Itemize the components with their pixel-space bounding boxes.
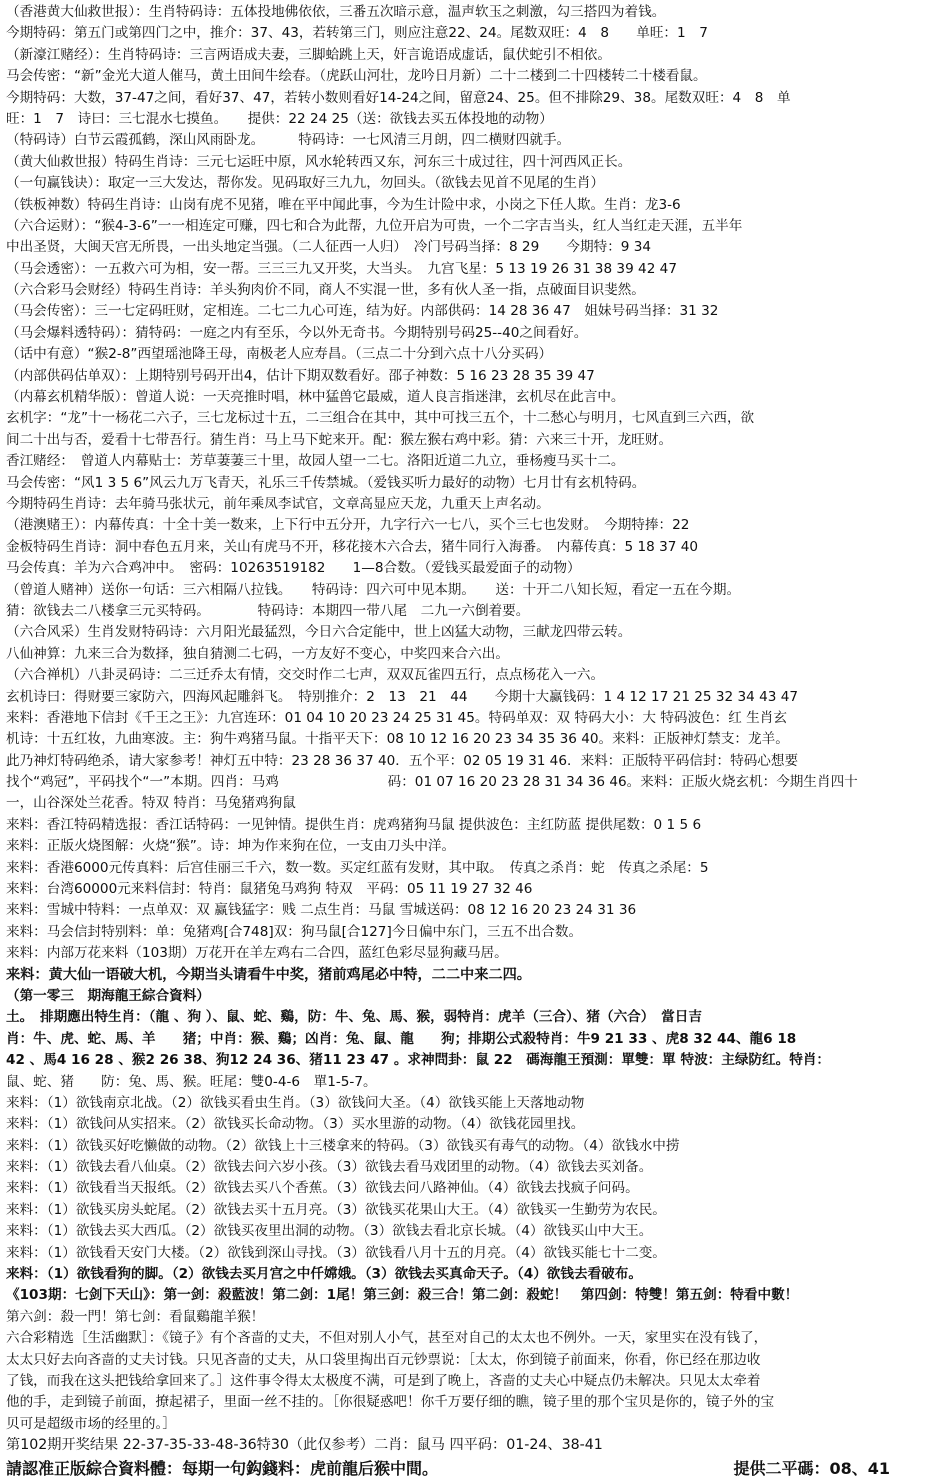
text-line: （第一零三 期海龍王綜合資料） xyxy=(6,987,210,1004)
document-body xyxy=(6,2,930,1435)
text-line: 肖：牛、虎、蛇、馬、羊 猪；中肖：猴、鷄；凶肖：兔、鼠、龍 狗；排期公式殺特肖：牛9 21 33 、虎8 32 44、龍6 18 xyxy=(6,1030,797,1047)
text-line: 今期特码生肖诗：去年骑马张状元，前年乘凤李试官，文章高显应天龙，九重天上声名动。 xyxy=(6,495,550,512)
footer-banner xyxy=(6,1456,930,1482)
text-line: 来料：（1）欲钱看当天报纸。（2）欲钱去买八个香蕉。（3）欲钱去问八路神仙。（4）欲钱去找疯子问码。 xyxy=(6,1180,639,1197)
text-line: 来料：（1）欲钱去买大西瓜。（2）欲钱买夜里出洞的动物。（3）欲钱去看北京长城。（4）欲钱买山中大王。 xyxy=(6,1223,653,1240)
text-line: 今期特码：第五门或第四门之中，推介：37、43，若转第三门，则应注意22、24。尾数双旺：4 8 单旺：1 7 xyxy=(6,25,708,42)
text-line: 此乃神灯特码绝杀，请大家参考！神灯五中特：23 28 36 37 40．五个平：02 05 19 31 46．来料：正版特平码信封：特码心想要 xyxy=(6,752,799,769)
second-flat-value: 08、41 xyxy=(829,1459,890,1479)
text-line: （六合彩马会财经）特码生肖诗：羊头狗肉价不同，商人不实混一世，多有伙人圣一指，点破面目识斐然。 xyxy=(6,282,645,299)
text-line: （特码诗）白节云霞孤鹤，深山风雨卧龙。 特码诗：一七风清三月朗，四二横财四就手。 xyxy=(6,132,571,149)
text-line: （内部供码估单双）：上期特别号码开出4，估计下期双数看好。邵子神数：5 16 23 28 35 39 47 xyxy=(6,367,595,384)
text-line: 太太只好去向吝啬的丈夫讨钱。只见吝啬的丈夫，从口袋里掏出百元钞票说：［太太，你到镜子前面来，你看，你已经在那边收 xyxy=(6,1351,761,1368)
text-line: 金板特码生肖诗：洞中春色五月来，关山有虎马不开，移花接木六合去，猪牛同行入海番。 内幕传真：5 18 37 40 xyxy=(6,538,699,555)
last-result-line: 第102期开奖结果 22-37-35-33-48-36特30（此仅参考）二肖：鼠马 四平码：01-24、38-41 xyxy=(6,1437,603,1454)
text-line: 来料：（1）欲钱买房头蛇尾。（2）欲钱去买十五月亮。（3）欲钱买花果山大王。（4）欲钱买一生勤劳为农民。 xyxy=(6,1201,666,1218)
text-line: 贝可是超级市场的经里的。］ xyxy=(6,1415,176,1432)
text-line: （铁板神数）特码生肖诗：山岗有虎不见猪，唯在平中闻此事，今为生计险中求，小岗之下任人欺。生肖：龙3-6 xyxy=(6,196,681,213)
text-line: （六合运财）：“猴4-3-6”一一相连定可赚，四七和合为此帮，九位开启为可贵，一个二字吉当头，红人当红走天涯，五半年 xyxy=(6,217,743,234)
text-line: 来料：（1）欲钱看天安门大楼。（2）欲钱到深山寻找。（3）欲钱看八月十五的月亮。（4）欲钱买能七十二变。 xyxy=(6,1244,666,1261)
text-line: 他的手，走到镜子前面，撩起裙子，里面一丝不挂的。［你很疑惑吧！你千万要仔细的瞧，镜子里的那个宝贝是你的，镜子外的宝 xyxy=(6,1394,775,1411)
text-line: 了钱，而我在这头把钱给拿回来了。］这件事令得太太极度不满，可是到了晚上，吝啬的丈夫心中疑点仍未解决。只见太太牵着 xyxy=(6,1373,761,1389)
text-line: 《103期：七剑下天山》：第一剑：殺藍波！第二剑：1尾！第三剑：殺三合！第二剑：殺蛇！ 第四剑：特雙！第五剑：特看中數！ xyxy=(6,1287,799,1304)
text-line: 八仙神算：九来三合为数择，独自猜测二七码，一方友好不变心，中奖四来合六出。 xyxy=(6,645,509,662)
text-line: （曾道人赌神）送你一句话：三六相隔八拉钱。 特码诗：四六可中见本期。 送：十开二八知长短，看定一五在今期。 xyxy=(6,581,741,598)
text-line: 鼠、蛇、猪 防：兔、馬、猴。旺尾：雙0-4-6 單1-5-7。 xyxy=(6,1073,377,1090)
text-line: 来料：马会信封特别料：单：兔猪鸡[合748]双：狗马鼠[合127]今日偏中东门，三五不出合数。 xyxy=(6,923,583,940)
text-line: （新濠江赌经）：生肖特码诗：三言两语成夫妻，三脚蛤跳上天，奸言诡语成虚话，鼠伏蛇引不相依。 xyxy=(6,46,611,63)
text-line: 六合彩精选［生活幽默］：《镜子》有个吝啬的丈夫，不但对别人小气，甚至对自己的太太也不例外。一天，家里实在没有钱了， xyxy=(6,1330,768,1347)
text-line: 中出圣贤，大闽天宫无所畏，一出头地定当强。（二人征西一人归） 冷门号码当择：8 29 今期特：9 34 xyxy=(6,239,652,256)
text-line: （六合风采）生肖发财特码诗：六月阳光最猛烈，今日六合定能中，世上凶猛大动物，三献龙四带云转。 xyxy=(6,624,632,641)
text-line: 来料：香江特码精选报：香江话特码：一见钟情。提供生肖：虎鸡猪狗马鼠 提供波色：主红防蓝 提供尾数：0 1 5 6 xyxy=(6,816,702,833)
text-line: （港澳赌王）：内幕传真：十全十美一数来，上下行中五分开，九字行六一七八，买个三七也发财。 今期特捧：22 xyxy=(6,517,690,534)
text-line: 来料：（1）欲钱南京北战。（2）欲钱买看虫生肖。（3）欲钱问大圣。（4）欲钱买能上天落地动物 xyxy=(6,1094,585,1111)
text-line: 来料：雪城中特料：一点单双：双 赢钱猛字：贱 二点生肖：马鼠 雪城送码：08 12 16 20 23 24 31 36 xyxy=(6,902,637,919)
text-line: （话中有意）“猴2-8”西望瑶池降王母，南极老人应寿昌。（三点二十分到六点十八分买码） xyxy=(6,346,553,363)
text-line: （马会爆料透特码）：猜特码：一庭之内有至乐，今以外无奇书。今期特别号码25--40之间看好。 xyxy=(6,324,588,341)
second-flat-label: 提供二平碼： xyxy=(733,1459,830,1479)
text-line: 一，山谷深处兰花香。特双 特肖：马兔猪鸡狗鼠 xyxy=(6,795,296,812)
text-line: 马会传密：“新”金光大道人催马，黄土田间牛绘春。（虎跃山河壮，龙吟日月新）二十二楼到二十四楼转二十楼看鼠。 xyxy=(6,68,707,85)
text-line: 找个“鸡冠”，平码找个“一”本期。四肖：马鸡 码：01 07 16 20 23 28 31 34 36 46。来料：正版火烧玄机：今期生肖四十 xyxy=(6,774,858,791)
text-line: 机诗：十五红妆，九曲寒波。主：狗牛鸡猪马鼠。十指平天下：08 10 12 16 20 23 34 35 36 40。来料：正版神灯禁支：龙羊。 xyxy=(6,731,789,748)
text-line: （黄大仙救世报）特码生肖诗：三元七运旺中原，风水轮转西又东，河东三十成过往，四十河西风正长。 xyxy=(6,153,632,170)
text-line: （一句赢钱诀）：取定一三大发达，帮你发。见码取好三九九，勿回头。（欲钱去见首不见尾的生肖） xyxy=(6,175,605,192)
text-line: 马会传真：羊为六合鸡冲中。 密码：10263519182 1—8合数。（爱钱买最爱面子的动物） xyxy=(6,560,581,577)
text-line: （六合禅机）八卦灵码诗：二三迁乔太有情，交交时作二七声，双双瓦雀四五行，点点杨花入一六。 xyxy=(6,667,605,684)
text-line: （香港黄大仙救世报）：生肖特码诗：五体投地佛依依，三番五次暗示意，温声软玉之刺激，勾三搭四为着钱。 xyxy=(6,4,666,20)
text-line: 来料：（1）欲钱去看八仙桌。（2）欲钱去问六岁小孩。（3）欲钱去看马戏团里的动物。（4）欲钱去买刘备。 xyxy=(6,1159,653,1176)
text-line: 来料：台湾60000元来料信封：特肖：鼠猪兔马鸡狗 特双 平码：05 11 19 27 32 46 xyxy=(6,881,533,898)
text-line: 土。 排期應出特生肖：（龍 、狗 ）、鼠、蛇、鷄，防：牛、兔、馬、猴，弱特肖：虎羊（三合）、猪（六合） 當日吉 xyxy=(6,1009,702,1026)
text-line: 香江赌经： 曾道人内幕贴士：芳草萋萋三十里，故园人望一二七。洛阳近道二九立，垂杨瘦马买十二。 xyxy=(6,453,625,470)
text-line: 42 、馬4 16 28 、猴2 26 38、狗12 24 36、猪11 23 47 。求神問卦：鼠 22 碼海龍王預測：單雙：單 特波：主绿防红。特肖： xyxy=(6,1052,831,1069)
text-line: 来料：内部万花来料（103期）万花开在羊左鸡右二合四，蓝红色彩尽显狗藏马居。 xyxy=(6,945,508,962)
text-line: 猜：欲钱去二八楼拿三元买特码。 特码诗：本期四一带八尾 二九一六倒着要。 xyxy=(6,602,530,619)
text-line: （内幕玄机精华版）：曾道人说：一天亮推时唱，林中猛兽它最威，道人良言指迷津，玄机尽在此言中。 xyxy=(6,389,625,406)
text-line: 来料：黄大仙一语破大机，今期当头请看牛中奖，猪前鸡尾必中特，二二中来二四。 xyxy=(6,966,531,983)
text-line: 间二十出与否，爱看十七带吾行。猜生肖：马上马下蛇来开。配：猴左猴右鸡中彩。猜：六来三十开，龙旺财。 xyxy=(6,431,673,448)
text-line: 来料：（1）欲钱买好吃懒做的动物。（2）欲钱上十三楼拿来的特码。（3）欲钱买有毒气的动物。（4）欲钱水中捞 xyxy=(6,1137,680,1154)
text-line: 玄机字：“龙”十一杨花二六子，三七龙标过十五，二三组合在其中，其中可找三五个，十二愁心与明月，七风直到三六西，欲 xyxy=(6,410,755,427)
text-line: 来料：香港地下信封《千王之王》：九宫连环：01 04 10 20 23 24 25 31 45。特码单双：双 特码大小：大 特码波色：红 生肖玄 xyxy=(6,709,787,726)
text-line: 来料：香港6000元传真料：后宫佳丽三千六，数一数。买定红蓝有发财，其中取。 传真之杀肖：蛇 传真之杀尾：5 xyxy=(6,859,709,876)
banner-text: 請認准正版綜合資料體：每期一句鈎錢料：虎前龍后猴中間。 xyxy=(6,1459,439,1479)
text-line: 今期特码：大数，37-47之间，看好37、47，若转小数则看好14-24之间，留意24、25。但不排除29、38。尾数双旺：4 8 单 xyxy=(6,89,791,106)
text-line: 来料：正版火烧图解：火烧“猴”。诗：坤为作来狗在位，一支由刀头中洋。 xyxy=(6,838,456,855)
text-line: 玄机诗曰：得财要三家防六，四海风起雕斜飞。 特别推介：2 13 21 44 今期十大赢钱码：1 4 12 17 21 25 32 34 43 47 xyxy=(6,688,799,705)
text-line: 旺：1 7 诗曰：三七混水七摸鱼。 提供：22 24 25（送：欲钱去买五体投地的动物） xyxy=(6,110,553,127)
text-line: （马会透密）：一五救六可为相，安一帮。三三三九又开奖，大当头。 九宫飞星：5 13 19 26 31 38 39 42 47 xyxy=(6,260,677,277)
second-flat-numbers xyxy=(733,1456,930,1482)
text-line: 马会传密：“风1 3 5 6”风云九万飞青天，礼乐三千传禁城。（爱钱买听力最好的动物）七月廿有玄机特码。 xyxy=(6,474,646,491)
text-line: （马会传密）：三一七定码旺财，定相连。二七二九心可连，结为好。内部供码：14 28 36 47 姐妹号码当择：31 32 xyxy=(6,303,719,320)
text-line: 第六剑：殺一門！第七剑：看鼠鷄龍羊猴！ xyxy=(6,1308,265,1325)
text-line: 来料：（1）欲钱看狗的脚。（2）欲钱去买月宫之中仟嫦娥。（3）欲钱去买真命天子。（4）欲钱去看破布。 xyxy=(6,1266,642,1283)
text-line: 来料：（1）欲钱问从实招来。（2）欲钱买长命动物。（3）买水里游的动物。（4）欲钱花园里找。 xyxy=(6,1116,585,1133)
